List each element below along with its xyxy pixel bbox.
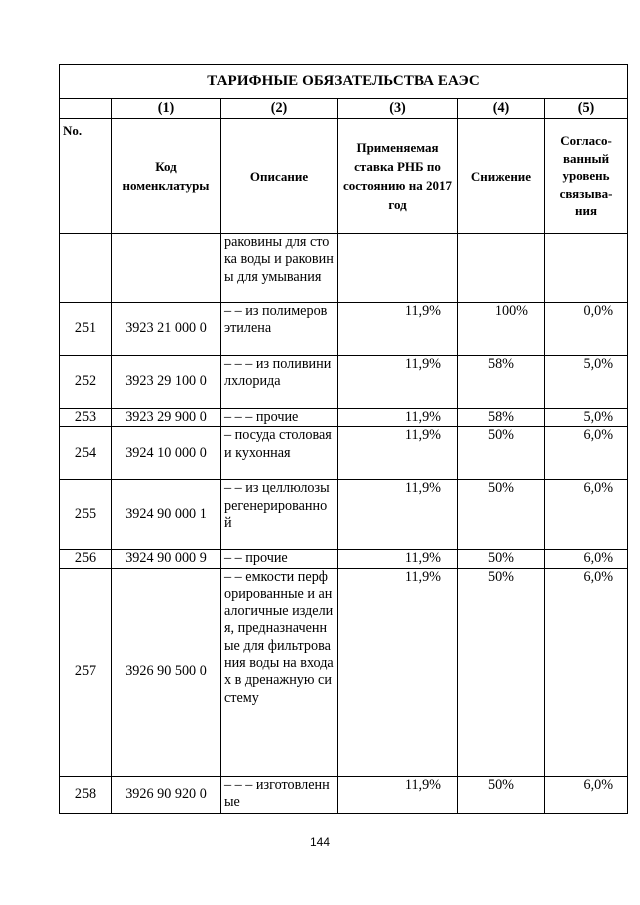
row-description: – посуда столовая и кухонная	[221, 427, 338, 480]
table-row	[60, 409, 628, 427]
row-description: – – – из поливинилхлорида	[221, 356, 338, 409]
row-description: – – из полимеров этилена	[221, 303, 338, 356]
row-level: 6,0%	[545, 568, 628, 776]
row-number: 258	[60, 776, 112, 813]
table-row	[60, 776, 628, 813]
column-number: (5)	[545, 99, 628, 119]
row-reduction: 50%	[458, 568, 545, 776]
row-description: – – – прочие	[221, 409, 338, 427]
table-row	[60, 303, 628, 356]
row-level: 5,0%	[545, 356, 628, 409]
row-rate: 11,9%	[338, 550, 458, 568]
header-code: Код номенклатуры	[112, 119, 221, 234]
row-number: 251	[60, 303, 112, 356]
row-description: – – из целлюлозы регенерированной	[221, 480, 338, 550]
row-reduction	[458, 234, 545, 303]
row-level: 6,0%	[545, 427, 628, 480]
column-number: (3)	[338, 99, 458, 119]
row-level: 0,0%	[545, 303, 628, 356]
table-row	[60, 480, 628, 550]
row-level: 6,0%	[545, 480, 628, 550]
header-reduction: Снижение	[458, 119, 545, 234]
table-row	[60, 550, 628, 568]
table-row	[60, 356, 628, 409]
row-reduction: 50%	[458, 550, 545, 568]
row-level: 6,0%	[545, 550, 628, 568]
row-description: – – прочие	[221, 550, 338, 568]
header-applied-rate: Применяемая ставка РНБ по состоянию на 2017 год	[338, 119, 458, 234]
row-rate: 11,9%	[338, 480, 458, 550]
column-number: (4)	[458, 99, 545, 119]
row-level: 6,0%	[545, 776, 628, 813]
table-row	[60, 234, 628, 303]
column-header-row	[60, 119, 628, 234]
row-rate: 11,9%	[338, 356, 458, 409]
header-no: No.	[60, 119, 112, 234]
row-description: раковины для стока воды и раковины для умывания	[221, 234, 338, 303]
row-number: 254	[60, 427, 112, 480]
column-number: (2)	[221, 99, 338, 119]
row-number: 253	[60, 409, 112, 427]
row-code: 3924 90 000 1	[112, 480, 221, 550]
row-number: 252	[60, 356, 112, 409]
row-rate: 11,9%	[338, 776, 458, 813]
row-reduction: 100%	[458, 303, 545, 356]
row-code: 3926 90 500 0	[112, 568, 221, 776]
row-description: – – емкости перфорированные и аналогичные изделия, предназначенные для фильтрования воды на входах в дренажную систему	[221, 568, 338, 776]
row-reduction: 50%	[458, 776, 545, 813]
header-description: Описание	[221, 119, 338, 234]
row-level	[545, 234, 628, 303]
tariff-table	[59, 64, 628, 814]
table-row	[60, 568, 628, 776]
row-number: 257	[60, 568, 112, 776]
row-level: 5,0%	[545, 409, 628, 427]
row-code: 3924 90 000 9	[112, 550, 221, 568]
row-code: 3924 10 000 0	[112, 427, 221, 480]
header-bound-level: Согласо- ванный уровень связыва- ния	[545, 119, 628, 234]
row-reduction: 58%	[458, 409, 545, 427]
page-number: 144	[309, 835, 331, 849]
column-number-row	[60, 99, 628, 119]
row-code: 3923 21 000 0	[112, 303, 221, 356]
table-row	[60, 427, 628, 480]
row-number: 255	[60, 480, 112, 550]
row-reduction: 58%	[458, 356, 545, 409]
row-number: 256	[60, 550, 112, 568]
row-rate: 11,9%	[338, 303, 458, 356]
row-reduction: 50%	[458, 427, 545, 480]
row-code: 3926 90 920 0	[112, 776, 221, 813]
row-rate: 11,9%	[338, 427, 458, 480]
column-number-empty	[60, 99, 112, 119]
row-reduction: 50%	[458, 480, 545, 550]
row-rate: 11,9%	[338, 568, 458, 776]
row-code: 3923 29 900 0	[112, 409, 221, 427]
row-code: 3923 29 100 0	[112, 356, 221, 409]
row-description: – – – изготовленные	[221, 776, 338, 813]
row-rate: 11,9%	[338, 409, 458, 427]
row-rate	[338, 234, 458, 303]
column-number: (1)	[112, 99, 221, 119]
table-title-row	[60, 65, 628, 99]
table-title: ТАРИФНЫЕ ОБЯЗАТЕЛЬСТВА ЕАЭС	[60, 65, 628, 99]
row-number	[60, 234, 112, 303]
row-code	[112, 234, 221, 303]
